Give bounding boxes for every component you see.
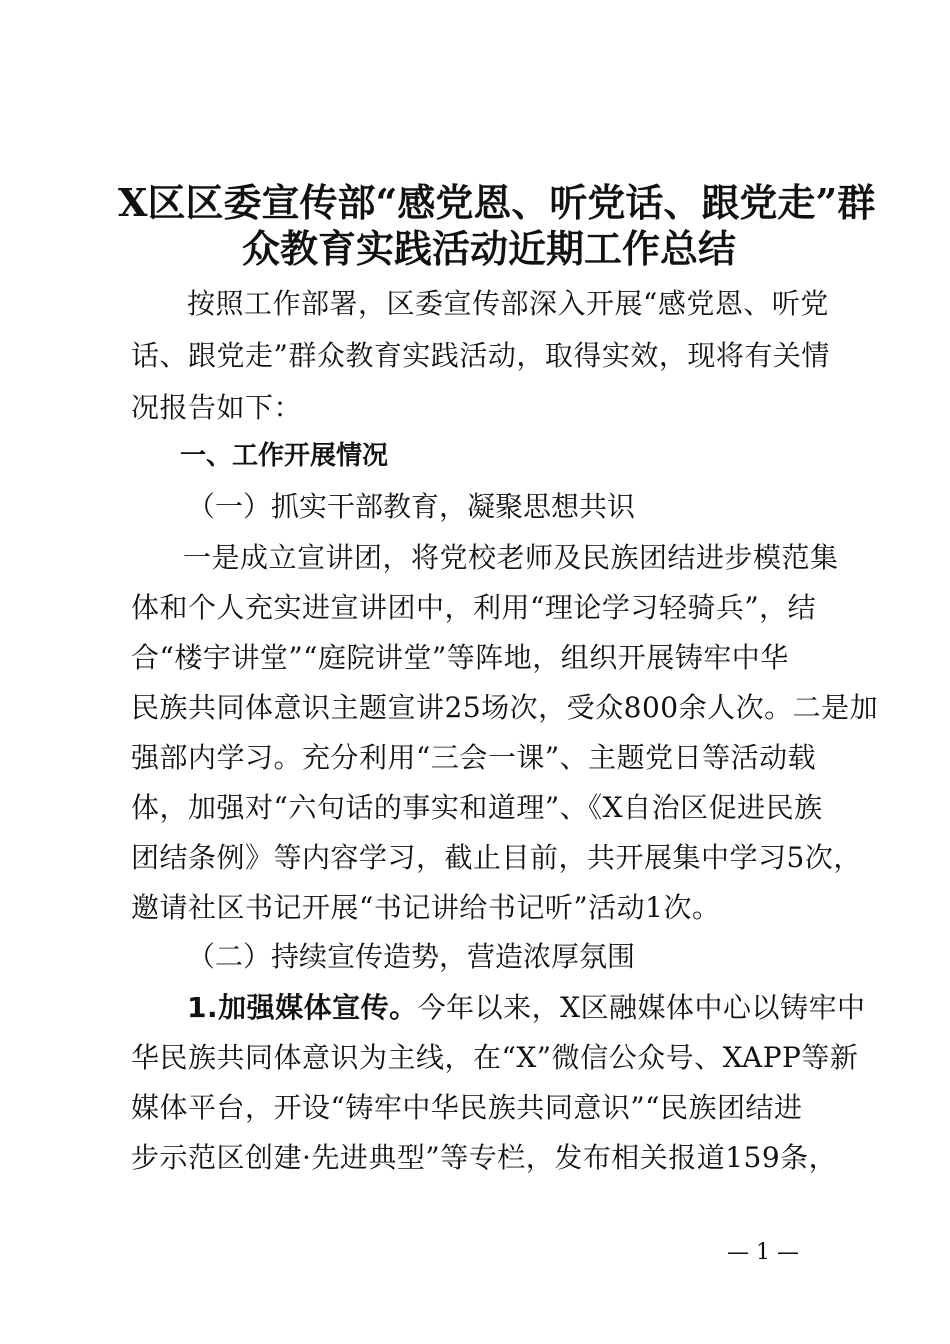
paragraph-line: 媒体平台，开设“铸牢中华民族共同意识”“民族团结进 xyxy=(131,1091,803,1124)
section-heading: 一、工作开展情况 xyxy=(180,441,389,471)
paragraph-line: 合“楼宇讲堂”“庭院讲堂”等阵地，组织开展铸牢中华 xyxy=(131,641,789,674)
paragraph-line: 强部内学习。充分利用“三会一课”、主题党日等活动载 xyxy=(131,741,817,774)
paragraph-line: 团结条例》等内容学习，截止目前，共开展集中学习5次， xyxy=(131,841,862,874)
page-number: — 1 — xyxy=(727,1240,799,1265)
document-title-line-1: X区区委宣传部“感党恩、听党话、跟党走”群 xyxy=(118,180,876,225)
paragraph-line: 体，加强对“六句话的事实和道理”、《X自治区促进民族 xyxy=(131,791,823,824)
paragraph-line: 邀请社区书记开展“书记讲给书记听”活动1次。 xyxy=(131,891,721,924)
paragraph-line xyxy=(187,983,922,1033)
intro-line: 况报告如下： xyxy=(131,391,303,424)
intro-line: 话、跟党走”群众教育实践活动，取得实效，现将有关情 xyxy=(131,339,830,372)
paragraph-line: 体和个人充实进宣讲团中，利用“理论学习轻骑兵”，结 xyxy=(131,591,817,624)
subsection-heading: （二）持续宣传造势，营造浓厚氛围 xyxy=(187,940,636,973)
document-title-line-2: 众教育实践活动近期工作总结 xyxy=(241,226,736,271)
intro-line: 按照工作部署，区委宣传部深入开展“感党恩、听党 xyxy=(187,287,829,320)
paragraph-text: 今年以来，X区融媒体中心以铸牢中 xyxy=(417,991,866,1024)
paragraph-line: 华民族共同体意识为主线，在“X”微信公众号、XAPP等新 xyxy=(131,1041,859,1074)
paragraph-line: 民族共同体意识主题宣讲25场次，受众800余人次。二是加 xyxy=(131,691,879,724)
paragraph-line: 一是成立宣讲团，将党校老师及民族团结进步模范集 xyxy=(183,541,839,574)
paragraph-lead: 1.加强媒体宣传。 xyxy=(187,991,418,1024)
paragraph-line: 步示范区创建·先进典型”等专栏，发布相关报道159条， xyxy=(131,1141,838,1174)
subsection-heading: （一）抓实干部教育，凝聚思想共识 xyxy=(187,490,636,523)
